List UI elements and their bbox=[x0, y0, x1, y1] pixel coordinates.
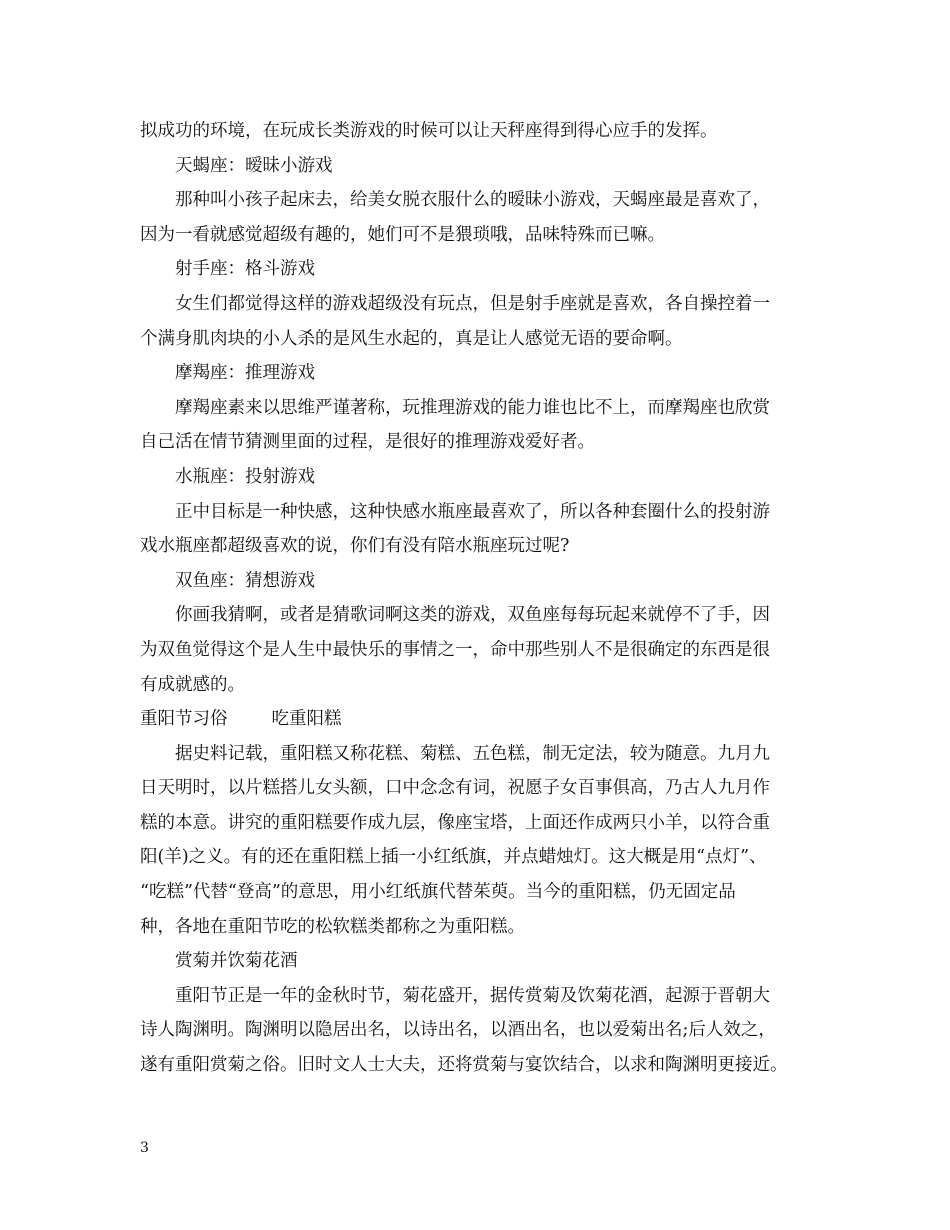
zodiac-heading-aquarius: 水瓶座：投射游戏 bbox=[175, 466, 315, 487]
paragraph-line: 那种叫小孩子起床去，给美女脱衣服什么的暧昧小游戏，天蝎座最是喜欢了， bbox=[175, 190, 770, 211]
paragraph-line: “吃糕”代替“登高”的意思，用小红纸旗代替茱萸。当今的重阳糕，仍无固定品 bbox=[140, 882, 736, 903]
paragraph-line: 自己活在情节猜测里面的过程，是很好的推理游戏爱好者。 bbox=[140, 432, 595, 453]
paragraph-line: 个满身肌肉块的小人杀的是风生水起的，真是让人感觉无语的要命啊。 bbox=[140, 328, 683, 349]
paragraph-line: 重阳节正是一年的金秋时节，菊花盛开，据传赏菊及饮菊花酒，起源于晋朝大 bbox=[175, 985, 770, 1006]
paragraph-line: 因为一看就感觉超级有趣的，她们可不是猥琐哦，品味特殊而已嘛。 bbox=[140, 224, 665, 245]
paragraph-line: 糕的本意。讲究的重阳糕要作成九层，像座宝塔，上面还作成两只小羊，以符合重 bbox=[140, 812, 770, 833]
paragraph-line: 日天明时，以片糕搭儿女头额，口中念念有词，祝愿子女百事俱高，乃古人九月作 bbox=[140, 778, 770, 799]
paragraph-line: 拟成功的环境，在玩成长类游戏的时候可以让天秤座得到得心应手的发挥。 bbox=[140, 121, 718, 141]
paragraph-line: 据史料记载，重阳糕又称花糕、菊糕、五色糕，制无定法，较为随意。九月九 bbox=[175, 743, 770, 764]
zodiac-heading-sagittarius: 射手座：格斗游戏 bbox=[175, 259, 315, 280]
section-heading-subtitle: 吃重阳糕 bbox=[271, 709, 342, 730]
paragraph-line: 种，各地在重阳节吃的松软糕类都称之为重阳糕。 bbox=[140, 916, 525, 937]
section-heading-title: 重阳节习俗 bbox=[140, 709, 228, 730]
paragraph-line: 戏水瓶座都超级喜欢的说，你们有没有陪水瓶座玩过呢? bbox=[140, 536, 570, 557]
paragraph-line: 诗人陶渊明。陶渊明以隐居出名，以诗出名，以酒出名，也以爱菊出名;后人效之， bbox=[140, 1020, 776, 1041]
paragraph-line: 遂有重阳赏菊之俗。旧时文人士大夫，还将赏菊与宴饮结合，以求和陶渊明更接近。 bbox=[140, 1055, 788, 1076]
paragraph-line: 正中目标是一种快感，这种快感水瓶座最喜欢了，所以各种套圈什么的投射游 bbox=[175, 501, 770, 522]
paragraph-line: 摩羯座素来以思维严谨著称，玩推理游戏的能力谁也比不上，而摩羯座也欣赏 bbox=[175, 397, 770, 418]
paragraph-line: 为双鱼觉得这个是人生中最快乐的事情之一，命中那些别人不是很确定的东西是很 bbox=[140, 639, 770, 660]
subsection-heading: 赏菊并饮菊花酒 bbox=[175, 951, 298, 972]
page-number: 3 bbox=[140, 1140, 149, 1156]
paragraph-line: 有成就感的。 bbox=[140, 674, 245, 695]
section-heading bbox=[140, 702, 810, 737]
zodiac-heading-scorpio: 天蝎座：暧昧小游戏 bbox=[175, 155, 333, 176]
document-body bbox=[140, 114, 810, 1083]
zodiac-heading-pisces: 双鱼座：猜想游戏 bbox=[175, 570, 315, 591]
paragraph-line: 阳(羊)之义。有的还在重阳糕上插一小红纸旗，并点蜡烛灯。这大概是用“点灯”、 bbox=[140, 847, 767, 868]
paragraph-line: 你画我猜啊，或者是猜歌词啊这类的游戏，双鱼座每每玩起来就停不了手，因 bbox=[175, 605, 770, 626]
zodiac-heading-capricorn: 摩羯座：推理游戏 bbox=[175, 363, 315, 384]
paragraph-line: 女生们都觉得这样的游戏超级没有玩点，但是射手座就是喜欢，各自操控着一 bbox=[175, 293, 770, 314]
